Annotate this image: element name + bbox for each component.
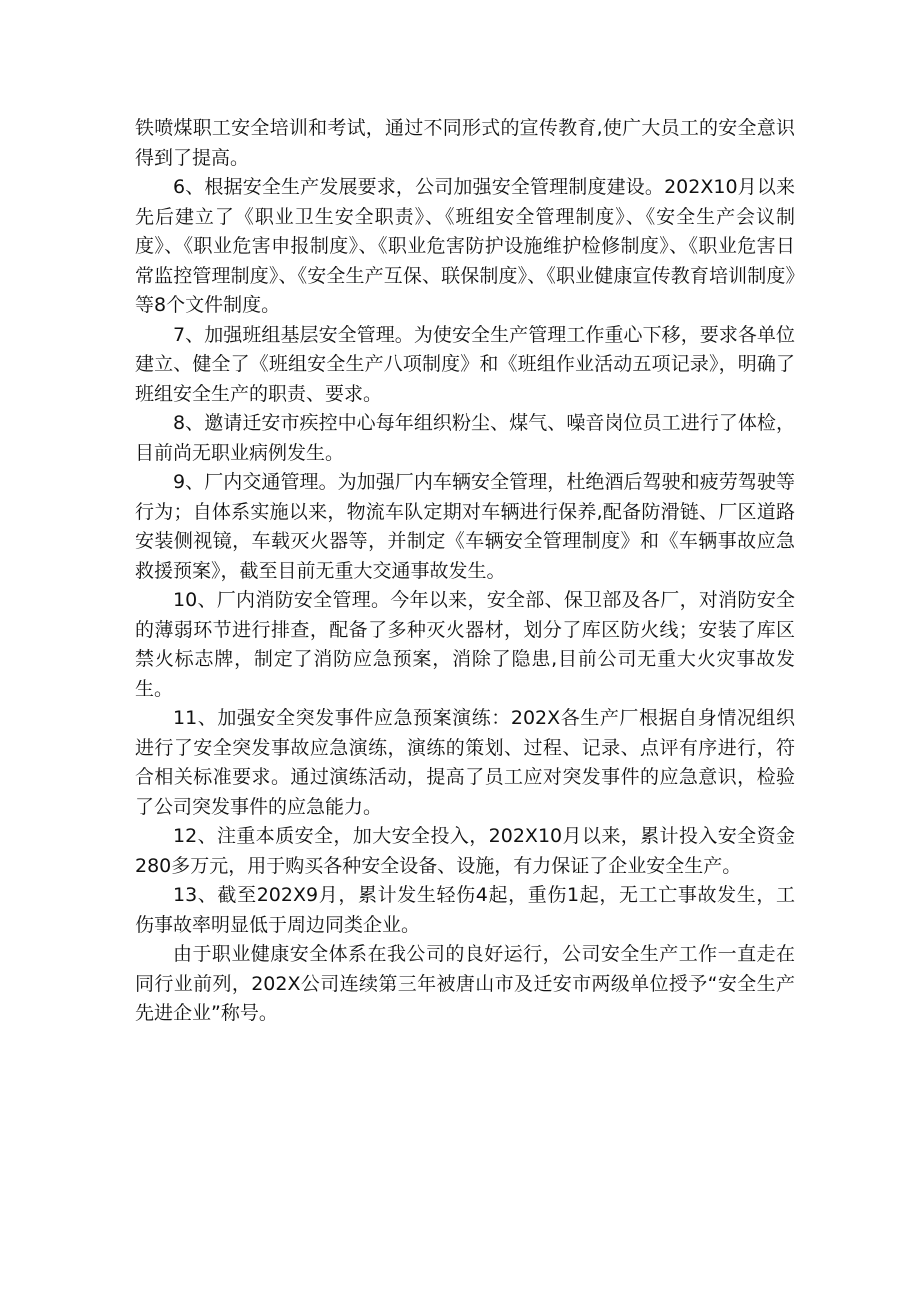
- document-body: [135, 114, 795, 1029]
- paragraph-item-13: 13、截至202X9月，累计发生轻伤4起，重伤1起，无工亡事故发生，工伤事故率明显低于周边同类企业。: [135, 884, 795, 936]
- paragraph-item-7: 7、加强班组基层安全管理。为使安全生产管理工作重心下移，要求各单位建立、健全了《班组安全生产八项制度》和《班组作业活动五项记录》，明确了班组安全生产的职责、要求。: [135, 323, 795, 405]
- paragraph-item-8: 8、邀请迁安市疾控中心每年组织粉尘、煤气、噪音岗位员工进行了体检，目前尚无职业病例发生。: [135, 412, 795, 464]
- paragraph-item-9: 9、厂内交通管理。为加强厂内车辆安全管理，杜绝酒后驾驶和疲劳驾驶等行为；自体系实施以来，物流车队定期对车辆进行保养,配备防滑链、厂区道路安装侧视镜，车载灭火器等，并制定《车辆安全管理制度》和《车辆事故应急救援预案》，截至目前无重大交通事故发生。: [135, 471, 795, 582]
- paragraph-item-6: 6、根据安全生产发展要求，公司加强安全管理制度建设。202X10月以来先后建立了《职业卫生安全职责》、《班组安全管理制度》、《安全生产会议制度》、《职业危害申报制度》、《职业危害防护设施维护检修制度》、《职业危害日常监控管理制度》、《安全生产互保、联保制度》、《职业健康宣传教育培训制度》等8个文件制度。: [135, 176, 795, 316]
- paragraph-conclusion: 由于职业健康安全体系在我公司的良好运行，公司安全生产工作一直走在同行业前列，202X公司连续第三年被唐山市及迁安市两级单位授予“安全生产先进企业”称号。: [135, 943, 795, 1024]
- paragraph-item-11: 11、加强安全突发事件应急预案演练：202X各生产厂根据自身情况组织进行了安全突发事故应急演练，演练的策划、过程、记录、点评有序进行，符合相关标准要求。通过演练活动，提高了员工应对突发事件的应急意识，检验了公司突发事件的应急能力。: [135, 707, 795, 818]
- paragraph-item-12: 12、注重本质安全，加大安全投入，202X10月以来，累计投入安全资金280多万元，用于购买各种安全设备、设施，有力保证了企业安全生产。: [135, 825, 795, 877]
- paragraph-item-10: 10、厂内消防安全管理。今年以来，安全部、保卫部及各厂，对消防安全的薄弱环节进行排查，配备了多种灭火器材，划分了库区防火线；安装了库区禁火标志牌，制定了消防应急预案，消除了隐患,目前公司无重大火灾事故发生。: [135, 589, 795, 700]
- paragraph-continuation: 铁喷煤职工安全培训和考试，通过不同形式的宣传教育,使广大员工的安全意识得到了提高。: [135, 117, 795, 169]
